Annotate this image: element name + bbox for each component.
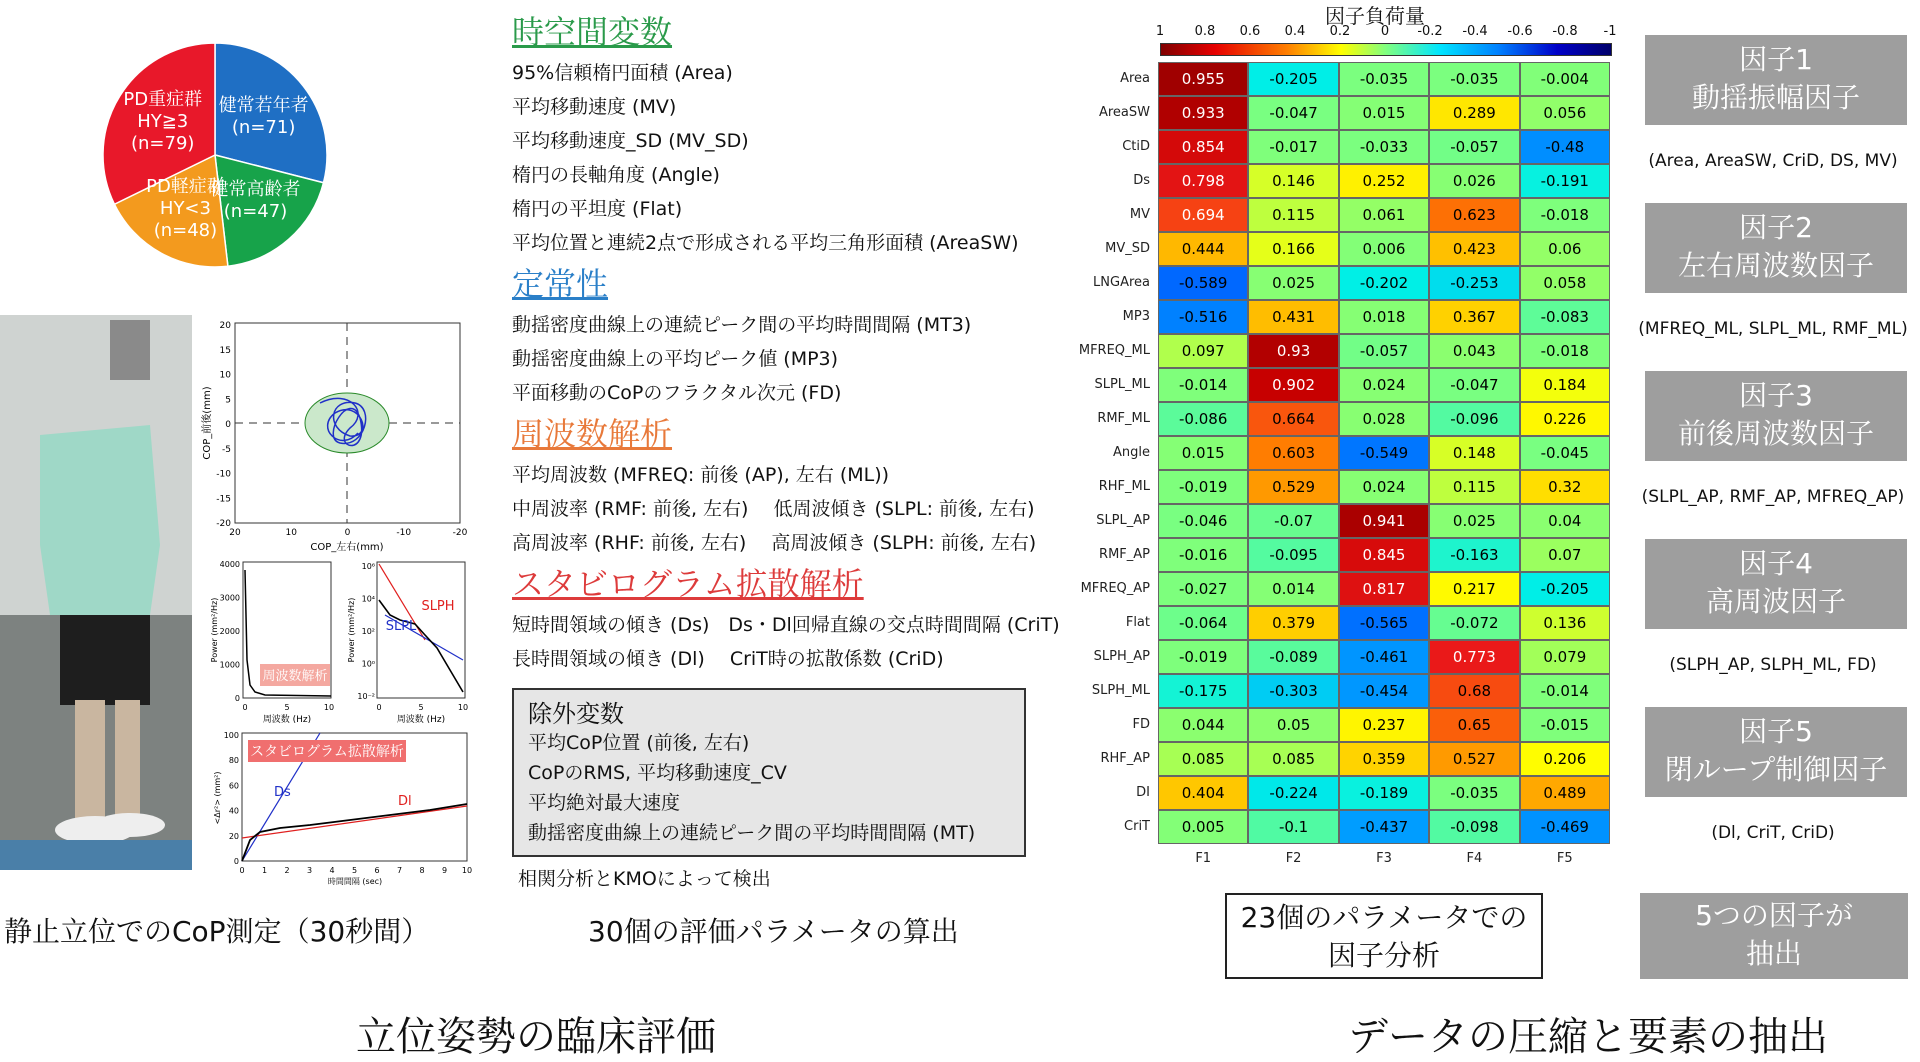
- heatmap-row-label: RMF_ML: [1097, 411, 1150, 426]
- heatmap-cell: -0.004: [1520, 62, 1610, 96]
- heatmap-row-label: MFREQ_AP: [1080, 581, 1150, 596]
- tick: 10²: [361, 627, 375, 636]
- tick: 10: [457, 703, 469, 712]
- heatmap-cell: -0.48: [1520, 130, 1610, 164]
- param-item: 高周波率 (RHF: 前後, 左右) 高周波傾き (SLPH: 前後, 左右): [512, 532, 1037, 554]
- cop-trajectory-plot: [200, 318, 470, 558]
- loglog-spectrum-plot: [345, 560, 470, 725]
- factor-sub-2: (MFREQ_ML, SLPL_ML, RMF_ML): [1638, 319, 1908, 339]
- heatmap-cell: 0.664: [1248, 402, 1338, 436]
- colorbar-tick: -0.2: [1417, 24, 1443, 39]
- param-item: 楕円の平坦度 (Flat): [512, 198, 683, 220]
- heatmap-cell: -0.064: [1158, 606, 1248, 640]
- diff-ylabel: <Δr²> (mm²): [213, 771, 222, 825]
- heatmap-cell: -0.516: [1158, 300, 1248, 334]
- heatmap-row-label: CtiD: [1122, 139, 1150, 154]
- heatmap-cell: -0.224: [1248, 776, 1338, 810]
- heatmap-cell: 0.527: [1429, 742, 1519, 776]
- heatmap-cell: 0.024: [1339, 470, 1429, 504]
- heatmap-cell: -0.095: [1248, 538, 1338, 572]
- extract-box: 5つの因子が 抽出: [1640, 893, 1908, 979]
- param-item: 平均移動速度 (MV): [512, 96, 677, 118]
- heatmap-cell: -0.096: [1429, 402, 1519, 436]
- tick: 0: [376, 703, 382, 712]
- heatmap-cell: -0.019: [1158, 640, 1248, 674]
- heatmap-row-label: MV: [1129, 207, 1150, 222]
- heatmap-cell: -0.189: [1339, 776, 1429, 810]
- heatmap-row-label: Flat: [1125, 615, 1150, 630]
- tick: 10: [461, 866, 473, 875]
- heatmap-cell: 0.955: [1158, 62, 1248, 96]
- heatmap-cell: -0.07: [1248, 504, 1338, 538]
- tick: 0: [242, 703, 248, 712]
- heatmap-cell: -0.018: [1520, 198, 1610, 232]
- heatmap-row-label: LNGArea: [1093, 275, 1150, 290]
- tick: 20: [229, 528, 241, 538]
- heatmap-cell: -0.014: [1520, 674, 1610, 708]
- heatmap-cell: -0.035: [1429, 62, 1519, 96]
- colorbar-tick: -0.6: [1507, 24, 1533, 39]
- heatmap-cell: -0.047: [1429, 368, 1519, 402]
- tick: 20: [219, 321, 231, 331]
- heatmap-cell: 0.603: [1248, 436, 1338, 470]
- param-item: 長時間領域の傾き (Dl) CriT時の拡散係数 (CriD): [512, 648, 944, 670]
- heatmap-cell: 0.798: [1158, 164, 1248, 198]
- heatmap-cell: -0.027: [1158, 572, 1248, 606]
- heatmap-title: 因子負荷量: [1325, 4, 1425, 28]
- colorbar-tick: 0: [1380, 24, 1390, 39]
- heatmap-row-label: RHF_AP: [1100, 751, 1150, 766]
- heatmap-cell: 0.136: [1520, 606, 1610, 640]
- heatmap-cell: 0.845: [1339, 538, 1429, 572]
- exclusion-note: 相関分析とKMOによって検出: [518, 868, 771, 890]
- heatmap-cell: 0.044: [1158, 708, 1248, 742]
- section-heading-2: 周波数解析: [512, 415, 673, 453]
- tick: 100: [223, 731, 239, 740]
- exclusion-item: CoPのRMS, 平均移動速度_CV: [528, 762, 787, 784]
- tick: 0: [225, 420, 231, 430]
- heatmap-cell: 0.184: [1520, 368, 1610, 402]
- heatmap-cell: 0.489: [1520, 776, 1610, 810]
- heatmap-cell: -0.046: [1158, 504, 1248, 538]
- param-item: 楕円の長軸角度 (Angle): [512, 164, 720, 186]
- heatmap-cell: 0.444: [1158, 232, 1248, 266]
- factor-sub-1: (Area, AreaSW, CriD, DS, MV): [1648, 151, 1898, 171]
- heatmap-cell: -0.015: [1520, 708, 1610, 742]
- heatmap-cell: 0.058: [1520, 266, 1610, 300]
- heatmap-row-label: Ds: [1133, 173, 1150, 188]
- heatmap-cell: 0.854: [1158, 130, 1248, 164]
- tick: 15: [219, 345, 231, 356]
- param-item: 動揺密度曲線上の連続ピーク間の平均時間間隔 (MT3): [512, 314, 972, 336]
- colorbar-tick: -0.8: [1552, 24, 1578, 39]
- heatmap-cell: -0.549: [1339, 436, 1429, 470]
- heatmap-row-label: Area: [1120, 71, 1150, 86]
- heatmap-cell: 0.006: [1339, 232, 1429, 266]
- heatmap-cell: -0.086: [1158, 402, 1248, 436]
- heatmap-cell: 0.024: [1339, 368, 1429, 402]
- cop-xlabel: COP_左右(mm): [310, 542, 384, 553]
- heatmap-cell: -0.437: [1339, 810, 1429, 844]
- tick: 0: [233, 857, 239, 866]
- factor-sub-4: (SLPH_AP, SLPH_ML, FD): [1669, 655, 1877, 675]
- tick: 0: [234, 694, 240, 703]
- heatmap-cell: -0.045: [1520, 436, 1610, 470]
- tick: 10: [219, 370, 231, 381]
- heatmap-cell: -0.047: [1248, 96, 1338, 130]
- tick: 40: [228, 806, 239, 816]
- heatmap-cell: 0.04: [1520, 504, 1610, 538]
- param-item: 動揺密度曲線上の平均ピーク値 (MP3): [512, 348, 839, 370]
- section-heading-0: 時空間変数: [512, 13, 673, 51]
- left-caption: 静止立位でのCoP測定（30秒間）: [4, 915, 430, 948]
- tick: 60: [228, 781, 239, 791]
- tick: 2: [284, 866, 290, 875]
- heatmap-cell: 0.289: [1429, 96, 1519, 130]
- heatmap-cell: 0.005: [1158, 810, 1248, 844]
- exclusion-item: 動揺密度曲線上の連続ピーク間の平均時間間隔 (MT): [528, 822, 976, 844]
- param-item: 95%信頼楕円面積 (Area): [512, 62, 733, 84]
- heatmap-cell: 0.941: [1339, 504, 1429, 538]
- tick: 4000: [219, 560, 240, 569]
- heatmap-cell: -0.057: [1339, 334, 1429, 368]
- heatmap-row-label: Angle: [1113, 445, 1150, 460]
- heatmap-cell: 0.237: [1339, 708, 1429, 742]
- tick: 1000: [219, 660, 240, 670]
- heatmap-cell: 0.423: [1429, 232, 1519, 266]
- tick: 10⁻²: [357, 692, 375, 701]
- tick: 2000: [219, 627, 240, 636]
- heatmap-cell: 0.32: [1520, 470, 1610, 504]
- heatmap-cell: 0.025: [1248, 266, 1338, 300]
- diffusion-plot: [210, 728, 475, 888]
- param-item: 中周波率 (RMF: 前後, 左右) 低周波傾き (SLPL: 前後, 左右): [512, 498, 1035, 520]
- tick: 3000: [219, 593, 240, 603]
- heatmap-cell: 0.07: [1520, 538, 1610, 572]
- heatmap-cell: 0.93: [1248, 334, 1338, 368]
- heatmap-row-label: DI: [1136, 785, 1150, 800]
- diff-label: スタビログラム拡散解析: [250, 744, 404, 760]
- loglog-xlabel: 周波数 (Hz): [396, 715, 446, 725]
- tick: 10⁰: [361, 659, 375, 669]
- heatmap-cell: -0.089: [1248, 640, 1338, 674]
- slph-label: SLPH: [421, 599, 455, 614]
- heatmap-row-label: MFREQ_ML: [1078, 343, 1150, 358]
- heatmap-row-label: MV_SD: [1105, 241, 1150, 256]
- power-ylabel: Power (mm²/Hz): [210, 597, 219, 663]
- heatmap-cell: -0.565: [1339, 606, 1429, 640]
- heatmap-cell: -0.019: [1158, 470, 1248, 504]
- heatmap-row-label: CriT: [1124, 819, 1150, 834]
- loglog-ylabel: Power (mm²/Hz): [347, 597, 356, 663]
- heatmap-cell: -0.191: [1520, 164, 1610, 198]
- colorbar-tick: 0.2: [1329, 24, 1351, 39]
- heatmap-cell: 0.026: [1429, 164, 1519, 198]
- heatmap-cell: 0.694: [1158, 198, 1248, 232]
- section-heading-3: スタビログラム拡散解析: [512, 565, 864, 603]
- heatmap-cell: 0.68: [1429, 674, 1519, 708]
- heatmap-cell: 0.043: [1429, 334, 1519, 368]
- tick: -10: [216, 469, 231, 480]
- tick: 10: [323, 703, 335, 712]
- heatmap-col-label: F2: [1285, 851, 1302, 866]
- heatmap-cell: 0.623: [1429, 198, 1519, 232]
- heatmap-cell: 0.015: [1339, 96, 1429, 130]
- heatmap-row-label: AreaSW: [1098, 105, 1150, 120]
- pie-label-2: PD軽症群 HY<3 (n=48): [146, 176, 225, 242]
- heatmap-cell: 0.817: [1339, 572, 1429, 606]
- tick: 5: [225, 395, 231, 406]
- ds-label: Ds: [274, 785, 291, 800]
- heatmap-row-label: RHF_ML: [1098, 479, 1150, 494]
- tick: 80: [228, 756, 239, 766]
- tick: 4: [329, 866, 335, 875]
- pie-label-3: PD重症群 HY≧3 (n=79): [123, 89, 203, 155]
- tick: 5: [351, 866, 358, 875]
- colorbar-tick: 0.8: [1194, 24, 1216, 39]
- colorbar-tick: -0.4: [1462, 24, 1488, 39]
- heatmap-cell: 0.06: [1520, 232, 1610, 266]
- heatmap-cell: -0.253: [1429, 266, 1519, 300]
- heatmap-cell: 0.05: [1248, 708, 1338, 742]
- tick: -5: [222, 444, 231, 455]
- heatmap-cell: -0.014: [1158, 368, 1248, 402]
- heatmap-cell: 0.217: [1429, 572, 1519, 606]
- heatmap-cell: 0.085: [1248, 742, 1338, 776]
- heatmap-cell: 0.025: [1429, 504, 1519, 538]
- heatmap-cell: 0.252: [1339, 164, 1429, 198]
- heatmap-cell: -0.016: [1158, 538, 1248, 572]
- heatmap-cell: -0.303: [1248, 674, 1338, 708]
- param-item: 平面移動のCoPのフラクタル次元 (FD): [512, 382, 842, 404]
- power-label: 周波数解析: [262, 669, 328, 684]
- middle-caption: 30個の評価パラメータの算出: [588, 915, 959, 948]
- param-item: 平均移動速度_SD (MV_SD): [512, 130, 749, 152]
- pie-label-1: 健常高齢者 (n=47): [210, 179, 301, 223]
- factor-box-4: 因子4 高周波因子: [1645, 539, 1907, 629]
- tick: 8: [419, 866, 425, 875]
- colorbar-tick: -1: [1603, 24, 1617, 39]
- footer-right: データの圧縮と要素の抽出: [1348, 1014, 1828, 1060]
- colorbar-tick: 1: [1155, 24, 1165, 39]
- tick: 3: [306, 866, 313, 875]
- colorbar-tick: 0.4: [1284, 24, 1306, 39]
- param-item: 短時間領域の傾き (Ds) Ds・Dl回帰直線の交点時間間隔 (CriT): [512, 614, 1060, 636]
- heatmap-cell: -0.018: [1520, 334, 1610, 368]
- exclusion-title: 除外変数: [528, 700, 624, 728]
- heatmap-row-label: SLPL_ML: [1094, 377, 1150, 392]
- tick: 7: [396, 866, 403, 875]
- param-item: 平均位置と連続2点で形成される平均三角形面積 (AreaSW): [512, 232, 1019, 254]
- analysis-box: 23個のパラメータでの 因子分析: [1225, 893, 1543, 979]
- heatmap-cell: 0.015: [1158, 436, 1248, 470]
- heatmap-cell: 0.226: [1520, 402, 1610, 436]
- colorbar: [1160, 43, 1612, 56]
- power-spectrum-plot: [205, 560, 335, 725]
- exclusion-items: [528, 728, 975, 848]
- factor-box-1: 因子1 動揺振幅因子: [1645, 35, 1907, 125]
- factor-sub-5: (Dl, CriT, CriD): [1711, 823, 1835, 843]
- heatmap-cell: 0.148: [1429, 436, 1519, 470]
- tick: 0: [344, 528, 351, 538]
- param-item: 平均周波数 (MFREQ: 前後 (AP), 左右 (ML)): [512, 464, 890, 486]
- heatmap-cell: -0.1: [1248, 810, 1338, 844]
- heatmap-cell: 0.056: [1520, 96, 1610, 130]
- heatmap-cell: 0.018: [1339, 300, 1429, 334]
- tick: 6: [374, 866, 380, 875]
- heatmap-cell: 0.146: [1248, 164, 1338, 198]
- heatmap-row-label: SLPH_AP: [1093, 649, 1150, 664]
- heatmap-cell: -0.589: [1158, 266, 1248, 300]
- heatmap-cell: 0.206: [1520, 742, 1610, 776]
- heatmap-cell: -0.035: [1429, 776, 1519, 810]
- heatmap-cell: 0.115: [1248, 198, 1338, 232]
- colorbar-tick: 0.6: [1239, 24, 1261, 39]
- heatmap-cell: 0.933: [1158, 96, 1248, 130]
- factor-box-2: 因子2 左右周波数因子: [1645, 203, 1907, 293]
- heatmap-cell: 0.902: [1248, 368, 1338, 402]
- heatmap-row-label: SLPH_ML: [1091, 683, 1150, 698]
- heatmap-col-label: F1: [1195, 851, 1212, 866]
- heatmap-cell: -0.469: [1520, 810, 1610, 844]
- heatmap-cell: -0.072: [1429, 606, 1519, 640]
- heatmap-cell: 0.079: [1520, 640, 1610, 674]
- section-heading-1: 定常性: [512, 265, 609, 303]
- heatmap-cell: -0.057: [1429, 130, 1519, 164]
- tick: 10⁴: [361, 594, 375, 604]
- factor-sub-3: (SLPL_AP, RMF_AP, MFREQ_AP): [1641, 487, 1905, 507]
- cop-ylabel: COP_前後(mm): [202, 386, 213, 460]
- heatmap-cell: -0.461: [1339, 640, 1429, 674]
- tick: 9: [441, 866, 448, 875]
- heatmap-cell: -0.202: [1339, 266, 1429, 300]
- footer-left: 立位姿勢の臨床評価: [356, 1014, 716, 1060]
- heatmap-cell: -0.035: [1339, 62, 1429, 96]
- dl-label: Dl: [398, 794, 412, 809]
- heatmap-cell: -0.163: [1429, 538, 1519, 572]
- exclusion-item: 平均CoP位置 (前後, 左右): [528, 732, 750, 754]
- heatmap-cell: -0.175: [1158, 674, 1248, 708]
- heatmap-col-label: F4: [1466, 851, 1483, 866]
- heatmap-cell: -0.083: [1520, 300, 1610, 334]
- heatmap-col-label: F3: [1376, 851, 1392, 866]
- heatmap-cell: 0.359: [1339, 742, 1429, 776]
- heatmap-row-label: FD: [1132, 717, 1150, 732]
- heatmap-cell: -0.205: [1520, 572, 1610, 606]
- heatmap-cell: -0.017: [1248, 130, 1338, 164]
- tick: 5: [418, 703, 424, 712]
- heatmap-cell: 0.097: [1158, 334, 1248, 368]
- slpl-label: SLPL: [385, 619, 417, 634]
- heatmap-cell: 0.061: [1339, 198, 1429, 232]
- heatmap-cell: 0.404: [1158, 776, 1248, 810]
- heatmap-cell: -0.098: [1429, 810, 1519, 844]
- heatmap-row-label: SLPL_AP: [1096, 513, 1150, 528]
- heatmap-cell: 0.65: [1429, 708, 1519, 742]
- heatmap-cell: 0.367: [1429, 300, 1519, 334]
- heatmap-cell: -0.454: [1339, 674, 1429, 708]
- tick: 5: [284, 703, 290, 712]
- tick: 10: [285, 528, 297, 538]
- heatmap-cell: 0.529: [1248, 470, 1338, 504]
- heatmap-row-label: RMF_AP: [1099, 547, 1150, 562]
- heatmap-cell: -0.033: [1339, 130, 1429, 164]
- heatmap-cell: -0.205: [1248, 62, 1338, 96]
- power-xlabel: 周波数 (Hz): [262, 715, 312, 725]
- diff-xlabel: 時間間隔 (sec): [327, 877, 383, 886]
- tick: 10⁶: [361, 562, 375, 571]
- heatmap-cell: 0.166: [1248, 232, 1338, 266]
- tick: 20: [228, 831, 239, 841]
- heatmap-row-label: MP3: [1122, 309, 1150, 324]
- tick: 0: [239, 866, 245, 875]
- heatmap-cell: 0.379: [1248, 606, 1338, 640]
- tick: -10: [396, 528, 412, 538]
- heatmap-cell: 0.115: [1429, 470, 1519, 504]
- tick: -20: [452, 528, 468, 538]
- cop-measurement-photo: [0, 315, 192, 870]
- tick: -15: [216, 494, 231, 505]
- heatmap-cell: 0.028: [1339, 402, 1429, 436]
- tick: 1: [261, 866, 268, 875]
- heatmap-cell: 0.014: [1248, 572, 1338, 606]
- heatmap-cell: 0.431: [1248, 300, 1338, 334]
- heatmap-cell: 0.773: [1429, 640, 1519, 674]
- factor-box-3: 因子3 前後周波数因子: [1645, 371, 1907, 461]
- pie-label-0: 健常若年者 (n=71): [218, 95, 309, 139]
- heatmap-cell: 0.085: [1158, 742, 1248, 776]
- exclusion-item: 平均絶対最大速度: [528, 792, 681, 814]
- heatmap-col-label: F5: [1556, 851, 1573, 866]
- exclusion-box: [512, 688, 1026, 857]
- parameter-list: [512, 8, 1072, 676]
- tick: -20: [216, 519, 231, 529]
- factor-box-5: 因子5 閉ループ制御因子: [1645, 707, 1907, 797]
